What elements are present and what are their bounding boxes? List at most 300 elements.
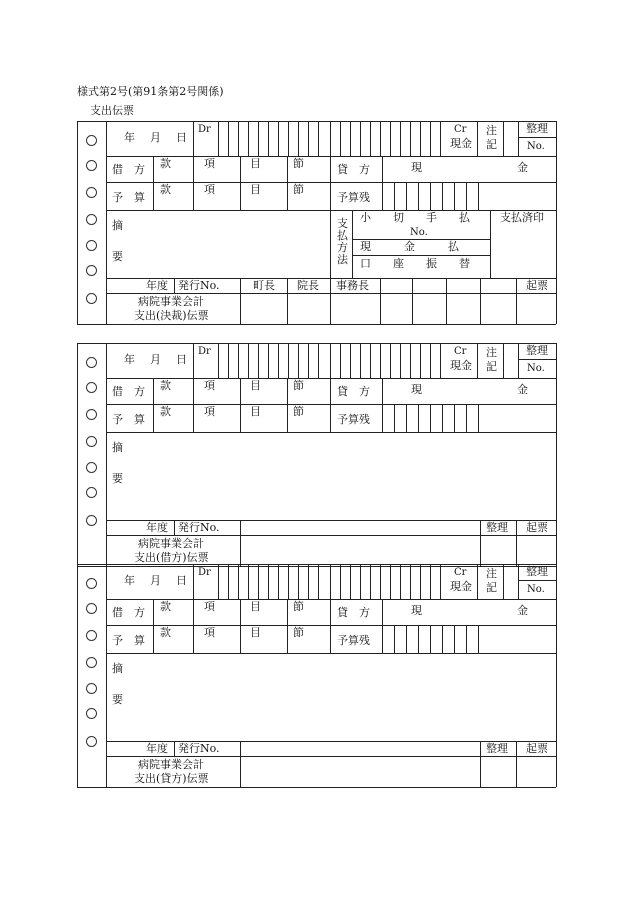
rule-v — [287, 599, 288, 625]
rule-v — [360, 564, 361, 599]
issue-no-label: 発行No. — [178, 742, 220, 755]
nendo-label: 年度 — [146, 742, 168, 755]
rule-v — [340, 343, 341, 378]
no-label: No. — [527, 584, 545, 595]
rule-v — [380, 121, 381, 156]
budget-label: 予 算 — [112, 634, 145, 647]
rule-v — [193, 156, 194, 182]
you-label: 要 — [112, 472, 123, 485]
seiri-label: 整理 — [486, 521, 508, 534]
rule-v — [174, 741, 175, 756]
credit-label: 貸 方 — [337, 163, 370, 176]
check-payment-label: 小 切 手 払 — [360, 211, 470, 224]
budget-label: 予 算 — [112, 191, 145, 204]
note-label: 注 — [486, 124, 497, 137]
rule-v — [240, 520, 241, 566]
rule-v — [287, 182, 288, 210]
cash-label: 現金 — [450, 137, 472, 150]
rule-v — [466, 625, 467, 653]
rule-v — [382, 404, 383, 432]
rule-v — [330, 182, 331, 210]
rule-v — [430, 564, 431, 599]
cash-payment-label: 現 金 払 — [360, 240, 459, 253]
rule-v — [440, 564, 441, 599]
payment-method-label: 方 — [337, 241, 348, 254]
budget-remaining-label: 予算残 — [337, 413, 370, 426]
slip-border — [77, 564, 556, 565]
rule-v — [228, 343, 229, 378]
rule-v — [503, 343, 504, 378]
rule-v — [478, 182, 479, 210]
rule-v — [318, 121, 319, 156]
rule-v — [153, 182, 154, 210]
rule-v — [278, 121, 279, 156]
row-line — [106, 182, 556, 183]
rule-v — [330, 278, 331, 324]
rule-v — [298, 343, 299, 378]
rule-v — [174, 278, 175, 293]
rule-v — [442, 182, 443, 210]
hospital-accounting-label: 病院事業会計 — [138, 537, 204, 550]
rule-v — [340, 564, 341, 599]
moku-label: 目 — [250, 405, 261, 418]
rule-v — [518, 564, 519, 599]
row-line — [106, 378, 556, 379]
binding-hole-icon — [86, 683, 97, 694]
budget-remaining-label: 予算残 — [337, 191, 370, 204]
binding-hole-icon — [86, 708, 97, 719]
binding-hole-icon — [86, 578, 97, 589]
rule-v — [330, 404, 331, 432]
note-label: 記 — [486, 581, 497, 594]
slip-border — [556, 121, 557, 324]
rule-v — [248, 121, 249, 156]
kihyou-label: 起票 — [526, 279, 548, 292]
rule-v — [228, 564, 229, 599]
budget-label: 予 算 — [112, 413, 145, 426]
setsu-label: 節 — [293, 405, 304, 418]
nendo-label: 年度 — [146, 521, 168, 534]
row-line — [106, 404, 556, 405]
moku-label: 目 — [250, 379, 261, 392]
binding-hole-icon — [86, 657, 97, 668]
rule-v — [352, 210, 353, 278]
rule-v — [258, 564, 259, 599]
row-line — [518, 137, 556, 138]
gen-label: 現 — [411, 383, 422, 396]
rule-v — [288, 564, 289, 599]
setsu-label: 節 — [293, 626, 304, 639]
binding-hole-icon — [86, 462, 97, 473]
binding-hole-icon — [86, 357, 97, 368]
credit-label: 貸 方 — [337, 385, 370, 398]
rule-v — [278, 343, 279, 378]
kin-label: 金 — [517, 383, 528, 396]
rule-v — [228, 121, 229, 156]
binding-hole-icon — [86, 160, 97, 171]
kou-label: 項 — [204, 626, 215, 639]
payment-method-label: 払 — [337, 229, 348, 242]
check-no-label: No. — [410, 227, 428, 238]
rule-v — [240, 404, 241, 432]
rule-v — [240, 156, 241, 182]
rule-v — [418, 625, 419, 653]
issue-no-label: 発行No. — [178, 279, 220, 292]
rule-v — [382, 378, 383, 404]
row-line — [352, 255, 490, 256]
rule-v — [350, 564, 351, 599]
row-line — [518, 580, 556, 581]
teki-label: 摘 — [112, 219, 123, 232]
rule-v — [430, 625, 431, 653]
rule-v — [268, 343, 269, 378]
rule-v — [193, 625, 194, 653]
moku-label: 目 — [250, 626, 261, 639]
gen-label: 現 — [411, 604, 422, 617]
cash-label: 現金 — [450, 580, 472, 593]
binding-hole-icon — [86, 382, 97, 393]
moku-label: 目 — [250, 157, 261, 170]
rule-v — [218, 121, 219, 156]
rule-v — [400, 564, 401, 599]
rule-v — [442, 404, 443, 432]
binding-hole-icon — [86, 736, 97, 747]
issue-no-label: 発行No. — [178, 521, 220, 534]
hospital-accounting-label: 病院事業会計 — [138, 758, 204, 771]
rule-v — [406, 404, 407, 432]
date-label: 年 月 日 — [124, 131, 189, 144]
rule-v — [400, 121, 401, 156]
seiri-label: 整理 — [486, 742, 508, 755]
rule-v — [298, 121, 299, 156]
rule-v — [442, 625, 443, 653]
slip-border — [77, 324, 556, 325]
kou-label: 項 — [204, 157, 215, 170]
you-label: 要 — [112, 250, 123, 263]
rule-v — [420, 343, 421, 378]
rule-v — [503, 121, 504, 156]
dr-label: Dr — [198, 124, 211, 135]
rule-v — [287, 404, 288, 432]
row-line — [106, 599, 556, 600]
note-label: 記 — [486, 360, 497, 373]
rule-v — [287, 378, 288, 404]
rule-v — [466, 182, 467, 210]
setsu-label: 節 — [293, 157, 304, 170]
rule-v — [370, 564, 371, 599]
rule-v — [440, 343, 441, 378]
rule-v — [287, 156, 288, 182]
moku-label: 目 — [250, 183, 261, 196]
rule-v — [382, 156, 383, 182]
date-label: 年 月 日 — [124, 574, 189, 587]
rule-v — [240, 741, 241, 787]
rule-v — [382, 182, 383, 210]
rule-v — [430, 182, 431, 210]
slip-border — [77, 121, 556, 122]
note-label: 記 — [486, 138, 497, 151]
rule-v — [360, 343, 361, 378]
rule-v — [218, 564, 219, 599]
no-label: No. — [527, 141, 545, 152]
rule-v — [330, 564, 331, 599]
rule-v — [440, 121, 441, 156]
mayor-label: 町長 — [253, 279, 275, 292]
slip-title: 支出(貸方)伝票 — [134, 772, 209, 785]
rule-v — [518, 121, 519, 156]
rule-v — [318, 343, 319, 378]
no-label: No. — [527, 363, 545, 374]
row-line — [106, 156, 556, 157]
note-label: 注 — [486, 567, 497, 580]
binding-hole-icon — [86, 436, 97, 447]
rule-v — [454, 182, 455, 210]
rule-v — [454, 625, 455, 653]
rule-v — [308, 564, 309, 599]
rule-v — [240, 182, 241, 210]
binding-hole-icon — [86, 293, 97, 304]
paid-stamp-label: 支払済印 — [500, 211, 544, 224]
rule-v — [418, 182, 419, 210]
rule-v — [238, 121, 239, 156]
kou-label: 項 — [204, 379, 215, 392]
rule-v — [390, 121, 391, 156]
rule-v — [390, 564, 391, 599]
rule-v — [516, 520, 517, 566]
rule-v — [330, 599, 331, 625]
rule-v — [394, 404, 395, 432]
rule-v — [478, 404, 479, 432]
rule-v — [248, 343, 249, 378]
credit-label: 貸 方 — [337, 606, 370, 619]
rule-v — [380, 278, 381, 324]
kihyou-label: 起票 — [526, 742, 548, 755]
form-number-label: 様式第2号(第91条第2号関係) — [77, 85, 224, 98]
note-label: 注 — [486, 346, 497, 359]
binding-hole-icon — [86, 515, 97, 526]
rule-v — [238, 564, 239, 599]
rule-v — [400, 343, 401, 378]
rule-v — [240, 625, 241, 653]
gen-label: 現 — [411, 161, 422, 174]
rule-v — [350, 343, 351, 378]
rule-v — [370, 121, 371, 156]
rule-v — [412, 278, 413, 324]
row-line — [106, 432, 556, 433]
kan-label: 款 — [160, 405, 171, 418]
setsu-label: 節 — [293, 183, 304, 196]
rule-v — [193, 378, 194, 404]
rule-v — [406, 182, 407, 210]
budget-remaining-label: 予算残 — [337, 634, 370, 647]
binding-hole-icon — [86, 187, 97, 198]
rule-v — [153, 625, 154, 653]
director-label: 院長 — [297, 279, 319, 292]
rule-v — [406, 625, 407, 653]
teki-label: 摘 — [112, 441, 123, 454]
cr-label: Cr — [454, 124, 467, 135]
rule-v — [240, 378, 241, 404]
rule-v — [446, 278, 447, 324]
debit-label: 借 方 — [112, 606, 145, 619]
binding-hole-icon — [86, 603, 97, 614]
binding-hole-icon — [86, 630, 97, 641]
rule-v — [370, 343, 371, 378]
payment-method-label: 支 — [337, 217, 348, 230]
rule-v — [382, 625, 383, 653]
admin-chief-label: 事務長 — [336, 279, 369, 292]
rule-v — [258, 343, 259, 378]
rule-v — [287, 278, 288, 324]
kan-label: 款 — [160, 600, 171, 613]
rule-v — [394, 625, 395, 653]
rule-v — [480, 278, 481, 324]
rule-v — [430, 343, 431, 378]
nendo-label: 年度 — [146, 279, 168, 292]
slip-border — [77, 343, 556, 344]
rule-v — [340, 121, 341, 156]
slip-border — [77, 787, 556, 788]
kou-label: 項 — [204, 405, 215, 418]
kin-label: 金 — [517, 604, 528, 617]
rule-v — [410, 343, 411, 378]
rule-v — [193, 599, 194, 625]
slip-border — [77, 566, 556, 567]
rule-v — [480, 520, 481, 566]
rule-v — [288, 343, 289, 378]
row-line — [106, 210, 556, 211]
date-label: 年 月 日 — [124, 353, 189, 366]
rule-v — [420, 564, 421, 599]
rule-v — [193, 343, 194, 378]
rule-v — [308, 121, 309, 156]
rule-v — [240, 599, 241, 625]
rule-v — [308, 343, 309, 378]
rule-v — [350, 121, 351, 156]
rule-v — [430, 121, 431, 156]
kihyou-label: 起票 — [526, 521, 548, 534]
transfer-payment-label: 口 座 振 替 — [360, 257, 470, 270]
rule-v — [420, 121, 421, 156]
binding-hole-icon — [86, 265, 97, 276]
rule-v — [288, 121, 289, 156]
moku-label: 目 — [250, 600, 261, 613]
kan-label: 款 — [160, 183, 171, 196]
rule-v — [298, 564, 299, 599]
binding-hole-icon — [86, 240, 97, 251]
rule-v — [490, 210, 491, 278]
kan-label: 款 — [160, 626, 171, 639]
rule-v — [258, 121, 259, 156]
rule-v — [516, 741, 517, 787]
row-line — [106, 625, 556, 626]
row-line — [106, 653, 556, 654]
kou-label: 項 — [204, 600, 215, 613]
row-line — [106, 293, 556, 294]
slip-border — [77, 121, 78, 324]
rule-v — [516, 278, 517, 324]
rule-v — [477, 564, 478, 599]
slip-border — [106, 564, 107, 787]
row-line — [106, 535, 556, 536]
form-title-label: 支出伝票 — [90, 104, 134, 117]
kan-label: 款 — [160, 379, 171, 392]
slip-border — [556, 564, 557, 787]
slip-border — [106, 343, 107, 566]
seiri-label: 整理 — [526, 122, 548, 135]
rule-v — [153, 599, 154, 625]
rule-v — [480, 741, 481, 787]
cr-label: Cr — [454, 567, 467, 578]
slip-border — [77, 343, 78, 566]
dr-label: Dr — [198, 567, 211, 578]
rule-v — [238, 343, 239, 378]
rule-v — [218, 343, 219, 378]
binding-hole-icon — [86, 487, 97, 498]
cr-label: Cr — [454, 346, 467, 357]
row-line — [106, 756, 556, 757]
seiri-label: 整理 — [526, 565, 548, 578]
rule-v — [193, 182, 194, 210]
debit-label: 借 方 — [112, 163, 145, 176]
rule-v — [193, 404, 194, 432]
rule-v — [418, 404, 419, 432]
rule-v — [382, 599, 383, 625]
slip-border — [556, 343, 557, 566]
rule-v — [330, 210, 331, 278]
binding-hole-icon — [86, 409, 97, 420]
row-line — [518, 359, 556, 360]
rule-v — [268, 564, 269, 599]
kou-label: 項 — [204, 183, 215, 196]
rule-v — [318, 564, 319, 599]
rule-v — [518, 343, 519, 378]
dr-label: Dr — [198, 346, 211, 357]
rule-v — [477, 121, 478, 156]
slip-border — [77, 564, 78, 787]
binding-hole-icon — [86, 135, 97, 146]
rule-v — [360, 121, 361, 156]
setsu-label: 節 — [293, 600, 304, 613]
cash-label: 現金 — [450, 359, 472, 372]
rule-v — [268, 121, 269, 156]
rule-v — [153, 156, 154, 182]
seiri-label: 整理 — [526, 344, 548, 357]
teki-label: 摘 — [112, 662, 123, 675]
you-label: 要 — [112, 693, 123, 706]
rule-v — [193, 121, 194, 156]
rule-v — [330, 121, 331, 156]
slip-title: 支出(借方)伝票 — [134, 551, 209, 564]
rule-v — [153, 378, 154, 404]
slip-title: 支出(決裁)伝票 — [134, 309, 209, 322]
rule-v — [330, 343, 331, 378]
hospital-accounting-label: 病院事業会計 — [138, 295, 204, 308]
rule-v — [503, 564, 504, 599]
rule-v — [410, 564, 411, 599]
rule-v — [240, 278, 241, 324]
payment-method-label: 法 — [337, 253, 348, 266]
kan-label: 款 — [160, 157, 171, 170]
rule-v — [287, 625, 288, 653]
rule-v — [330, 625, 331, 653]
rule-v — [380, 343, 381, 378]
binding-hole-icon — [86, 214, 97, 225]
rule-v — [193, 564, 194, 599]
setsu-label: 節 — [293, 379, 304, 392]
debit-label: 借 方 — [112, 385, 145, 398]
rule-v — [478, 625, 479, 653]
